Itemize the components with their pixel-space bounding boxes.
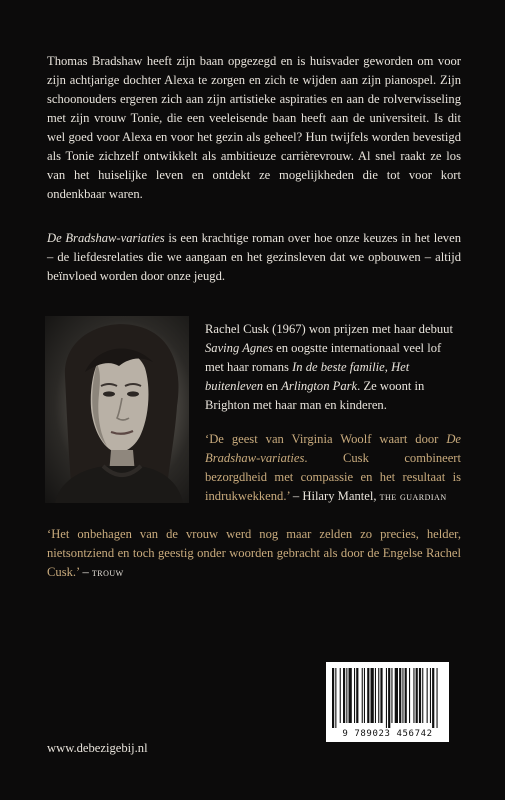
barcode-bar	[364, 668, 365, 723]
author-bio-sep: ,	[384, 360, 392, 374]
quote-trouw-text: ‘Het onbehagen van de vrouw werd nog maar zelden zo precies, helder, nietsontziend en toch geestig onder woorden gebracht als door de Engelse Rachel Cusk.’	[47, 527, 461, 579]
barcode-bar	[380, 668, 382, 723]
barcode-bar	[367, 668, 369, 723]
barcode-bar	[340, 668, 341, 723]
author-bio-novel-2: Het buitenleven	[205, 360, 410, 393]
barcode-bar	[432, 668, 434, 728]
isbn-number: 9 789023 456742	[342, 729, 433, 739]
author-bio	[205, 320, 461, 415]
quote-mantel-text-2: . Cusk combineert bezorgdheid met compassie en het resultaat is indrukwekkend.’	[205, 451, 461, 503]
barcode-bar	[349, 668, 352, 723]
barcode-bar	[409, 668, 410, 723]
quote-mantel-text-1: ‘De geest van Virginia Woolf waart door	[205, 432, 447, 446]
barcode-bar	[346, 668, 347, 723]
author-bio-text-3: en	[263, 379, 282, 393]
barcode-bar	[399, 668, 401, 723]
barcode-bar	[375, 668, 376, 723]
barcode-bar	[371, 668, 374, 723]
barcode-bar	[388, 668, 390, 728]
blurb-intro: Thomas Bradshaw heeft zijn baan opgezegd en is huisvader geworden om voor zijn achtjarige dochter Alexa te zorgen en zich te wijden aan zijn pianospel. Zijn schoonouders ergeren zich aan zijn artistieke aspiraties en aan de rolverwisseling met zijn vrouw Tonie, die een veeleisende baan heeft aan de universiteit. Is dit wel goed voor Alexa en voor het gezin als geheel? Hun twijfels worden bevestigd als Tonie zichzelf ontwikkelt als ambitieuze carrièrevrouw. Al snel raakt ze los van het huiselijke leven en ontdekt ze mogelijkheden die tot voor kort ondenkbaar waren.	[47, 54, 461, 201]
author-photo	[45, 316, 189, 503]
barcode-bars	[326, 662, 449, 730]
author-bio-novel-1: In de beste familie	[292, 360, 385, 374]
barcode-bar	[427, 668, 428, 723]
quote-trouw-source: trouw	[91, 567, 124, 579]
blurb-summary-text: is een krachtige roman over hoe onze keuzes in het leven – de liefdesrelaties die we aangaan en het gezinsleven dat we opbouwen – altijd beïnvloed worden door onze jeugd.	[47, 231, 461, 283]
barcode-bar	[422, 668, 423, 723]
quote-trouw-attribution: –	[79, 565, 92, 579]
author-bio-novel-3: Arlington Park	[281, 379, 358, 393]
blurb-summary	[47, 229, 461, 286]
barcode-bar	[378, 668, 379, 723]
author-portrait-illustration	[45, 316, 189, 503]
barcode-bar	[391, 668, 392, 723]
author-bio-text-2: en oogstte internationaal veel lof met haar romans	[205, 341, 442, 374]
barcode-bar	[343, 668, 345, 723]
barcode-bar	[419, 668, 421, 723]
isbn-barcode	[326, 662, 449, 742]
barcode-bar	[416, 668, 418, 723]
barcode-bar	[335, 668, 336, 728]
barcode-bar	[405, 668, 407, 723]
book-title-italic: De Bradshaw-variaties	[47, 231, 165, 245]
author-bio-text-1: Rachel Cusk (1967) won prijzen met haar debuut	[205, 322, 453, 336]
barcode-bar	[362, 668, 363, 723]
barcode-bar	[386, 668, 387, 728]
barcode-bar	[402, 668, 403, 723]
barcode-bar	[354, 668, 355, 723]
barcode-bar	[413, 668, 414, 723]
barcode-bar	[437, 668, 438, 728]
barcode-bar	[332, 668, 334, 728]
quote-mantel-source: the guardian	[379, 491, 447, 503]
author-bio-debut: Saving Agnes	[205, 341, 273, 355]
publisher-url: www.debezigebij.nl	[47, 741, 148, 755]
author-bio-text-4: . Ze woont in Brighton met haar man en kinderen.	[205, 379, 425, 412]
quote-mantel-attribution: – Hilary Mantel,	[289, 489, 380, 503]
quote-mantel-title: De Bradshaw-variaties	[205, 432, 461, 465]
review-quote-trouw	[47, 525, 461, 583]
barcode-bar	[356, 668, 358, 723]
barcode-bar	[430, 668, 431, 723]
barcode-bar	[395, 668, 398, 723]
review-quote-mantel	[205, 430, 461, 507]
